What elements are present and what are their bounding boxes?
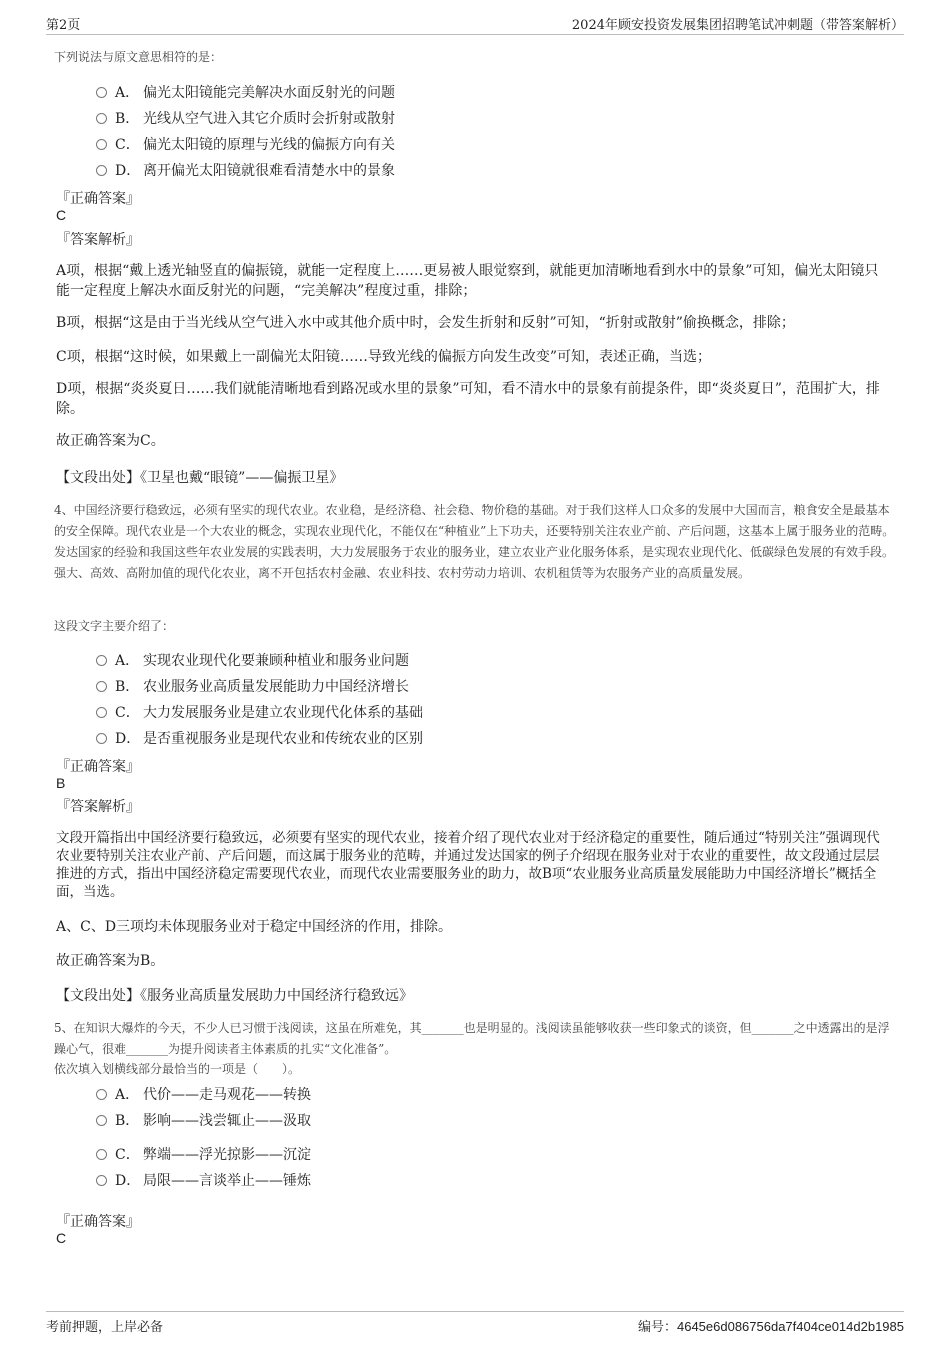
radio-button[interactable] bbox=[96, 733, 107, 744]
q5-answer-label: 『正确答案』 bbox=[56, 1214, 140, 1230]
radio-button[interactable] bbox=[96, 139, 107, 150]
q4-passage: 4、中国经济要行稳致远，必须有坚实的现代农业。农业稳，是经济稳、社会稳、物价稳的基础。对于我们这样人口众多的发展中大国而言，粮食安全是最基本的安全保障。现代农业是一个大农业的概念，实现农业现代化，不能仅在“种植业”上下功夫，还要特别关注农业产前、产后问题，这基本上属于服务业的范畴。发达国家的经验和我国这些年农业发展的实践表明，大力发展服务于农业的服务业，建立农业产业化服务体系，是实现农业现代化、低碳绿色发展的有效手段。强大、高效、高附加值的现代化农业，离不开包括农村金融、农业科技、农村劳动力培训、农机租赁等为农服务产业的高质量发展。 bbox=[54, 503, 895, 580]
radio-button[interactable] bbox=[96, 1089, 107, 1100]
q3-analysis-b: B项，根据“这是由于当光线从空气进入水中或其他介质中时，会发生折射和反射”可知，“折射或散射”偷换概念，排除； bbox=[56, 315, 795, 331]
q3-answer: C bbox=[56, 207, 67, 223]
q5-prompt: 依次填入划横线部分最恰当的一项是（ ）。 bbox=[54, 1062, 301, 1076]
q4-analysis-main: 文段开篇指出中国经济要行稳致远，必须要有坚实的现代农业，接着介绍了现代农业对于经济稳定的重要性，随后通过“特别关注”强调现代农业要特别关注农业产前、产后问题，而这属于服务业的范畴，并通过发达国家的例子介绍现在服务业对于农业的重要性，故文段通过层层推进的方式，指出中国经济稳定需要现代农业，而现代农业需要服务业的助力，故B项“农业服务业高质量发展能助力中国经济增长”概括全面，当选。 bbox=[56, 830, 880, 900]
q4-answer-label: 『正确答案』 bbox=[56, 759, 140, 775]
q4-analysis-label: 『答案解析』 bbox=[56, 799, 140, 815]
document-title: 2024年顾安投资发展集团招聘笔试冲刺题（带答案解析） bbox=[571, 18, 904, 33]
radio-button[interactable] bbox=[96, 1175, 107, 1186]
q4-conclusion: 故正确答案为B。 bbox=[56, 953, 165, 969]
q3-analysis-c: C项，根据“这时候，如果戴上一副偏光太阳镜……导致光线的偏振方向发生改变”可知，表述正确，当选； bbox=[56, 349, 712, 365]
q3-option-b[interactable]: B． 光线从空气进入其它介质时会折射或散射 bbox=[96, 108, 395, 128]
q5-option-c[interactable]: C． 弊端——浮光掠影——沉淀 bbox=[96, 1144, 311, 1164]
q3-source: 【文段出处】《卫星也戴“眼镜”——偏振卫星》 bbox=[56, 470, 344, 486]
radio-button[interactable] bbox=[96, 707, 107, 718]
q3-answer-label: 『正确答案』 bbox=[56, 191, 140, 207]
q5-option-d[interactable]: D． 局限——言谈举止——锤炼 bbox=[96, 1170, 311, 1190]
footer-slogan: 考前押题，上岸必备 bbox=[46, 1320, 164, 1335]
radio-button[interactable] bbox=[96, 87, 107, 98]
q3-prompt: 下列说法与原文意思相符的是： bbox=[54, 50, 223, 64]
q5-answer: C bbox=[56, 1230, 67, 1246]
q4-option-d[interactable]: D． 是否重视服务业是现代农业和传统农业的区别 bbox=[96, 728, 423, 748]
radio-button[interactable] bbox=[96, 1115, 107, 1126]
q4-prompt: 这段文字主要介绍了： bbox=[54, 619, 175, 633]
page-number: 第2页 bbox=[46, 18, 81, 33]
q5-option-a[interactable]: A． 代价——走马观花——转换 bbox=[96, 1084, 311, 1104]
q4-option-c[interactable]: C． 大力发展服务业是建立农业现代化体系的基础 bbox=[96, 702, 423, 722]
q3-analysis-a: A项，根据“戴上透光轴竖直的偏振镜，就能一定程度上……更易被人眼觉察到，就能更加清晰地看到水中的景象”可知，偏光太阳镜只能一定程度上解决水面反射光的问题，“完美解决”程度过重，排除； bbox=[56, 263, 879, 299]
q4-analysis-others: A、C、D三项均未体现服务业对于稳定中国经济的作用，排除。 bbox=[56, 919, 453, 935]
q3-option-d[interactable]: D． 离开偏光太阳镜就很难看清楚水中的景象 bbox=[96, 160, 395, 180]
q4-option-a[interactable]: A． 实现农业现代化要兼顾种植业和服务业问题 bbox=[96, 650, 409, 670]
q3-option-c[interactable]: C． 偏光太阳镜的原理与光线的偏振方向有关 bbox=[96, 134, 395, 154]
q4-source: 【文段出处】《服务业高质量发展助力中国经济行稳致远》 bbox=[56, 988, 413, 1004]
q3-analysis-d: D项，根据“炎炎夏日……我们就能清晰地看到路况或水里的景象”可知，看不清水中的景象有前提条件，即“炎炎夏日”，范围扩大，排除。 bbox=[56, 381, 880, 417]
radio-button[interactable] bbox=[96, 655, 107, 666]
q5-passage: 5、在知识大爆炸的今天，不少人已习惯于浅阅读，这虽在所难免，其_______也是明显的。浅阅读虽能够收获一些印象式的谈资，但_______之中透露出的是浮躁心气，很难_______为提升阅读者主体素质的扎实“文化准备”。 bbox=[54, 1021, 890, 1056]
q3-conclusion: 故正确答案为C。 bbox=[56, 433, 165, 449]
radio-button[interactable] bbox=[96, 681, 107, 692]
q3-option-a[interactable]: A． 偏光太阳镜能完美解决水面反射光的问题 bbox=[96, 82, 395, 102]
q5-option-b[interactable]: B． 影响——浅尝辄止——汲取 bbox=[96, 1110, 311, 1130]
radio-button[interactable] bbox=[96, 1149, 107, 1160]
document-code: 编号：4645e6d086756da7f404ce014d2b1985 bbox=[637, 1319, 904, 1335]
q4-option-b[interactable]: B． 农业服务业高质量发展能助力中国经济增长 bbox=[96, 676, 409, 696]
q4-answer: B bbox=[56, 775, 66, 791]
page-header bbox=[46, 14, 904, 35]
page-footer bbox=[46, 1311, 904, 1342]
radio-button[interactable] bbox=[96, 113, 107, 124]
q3-analysis-label: 『答案解析』 bbox=[56, 232, 140, 248]
radio-button[interactable] bbox=[96, 165, 107, 176]
